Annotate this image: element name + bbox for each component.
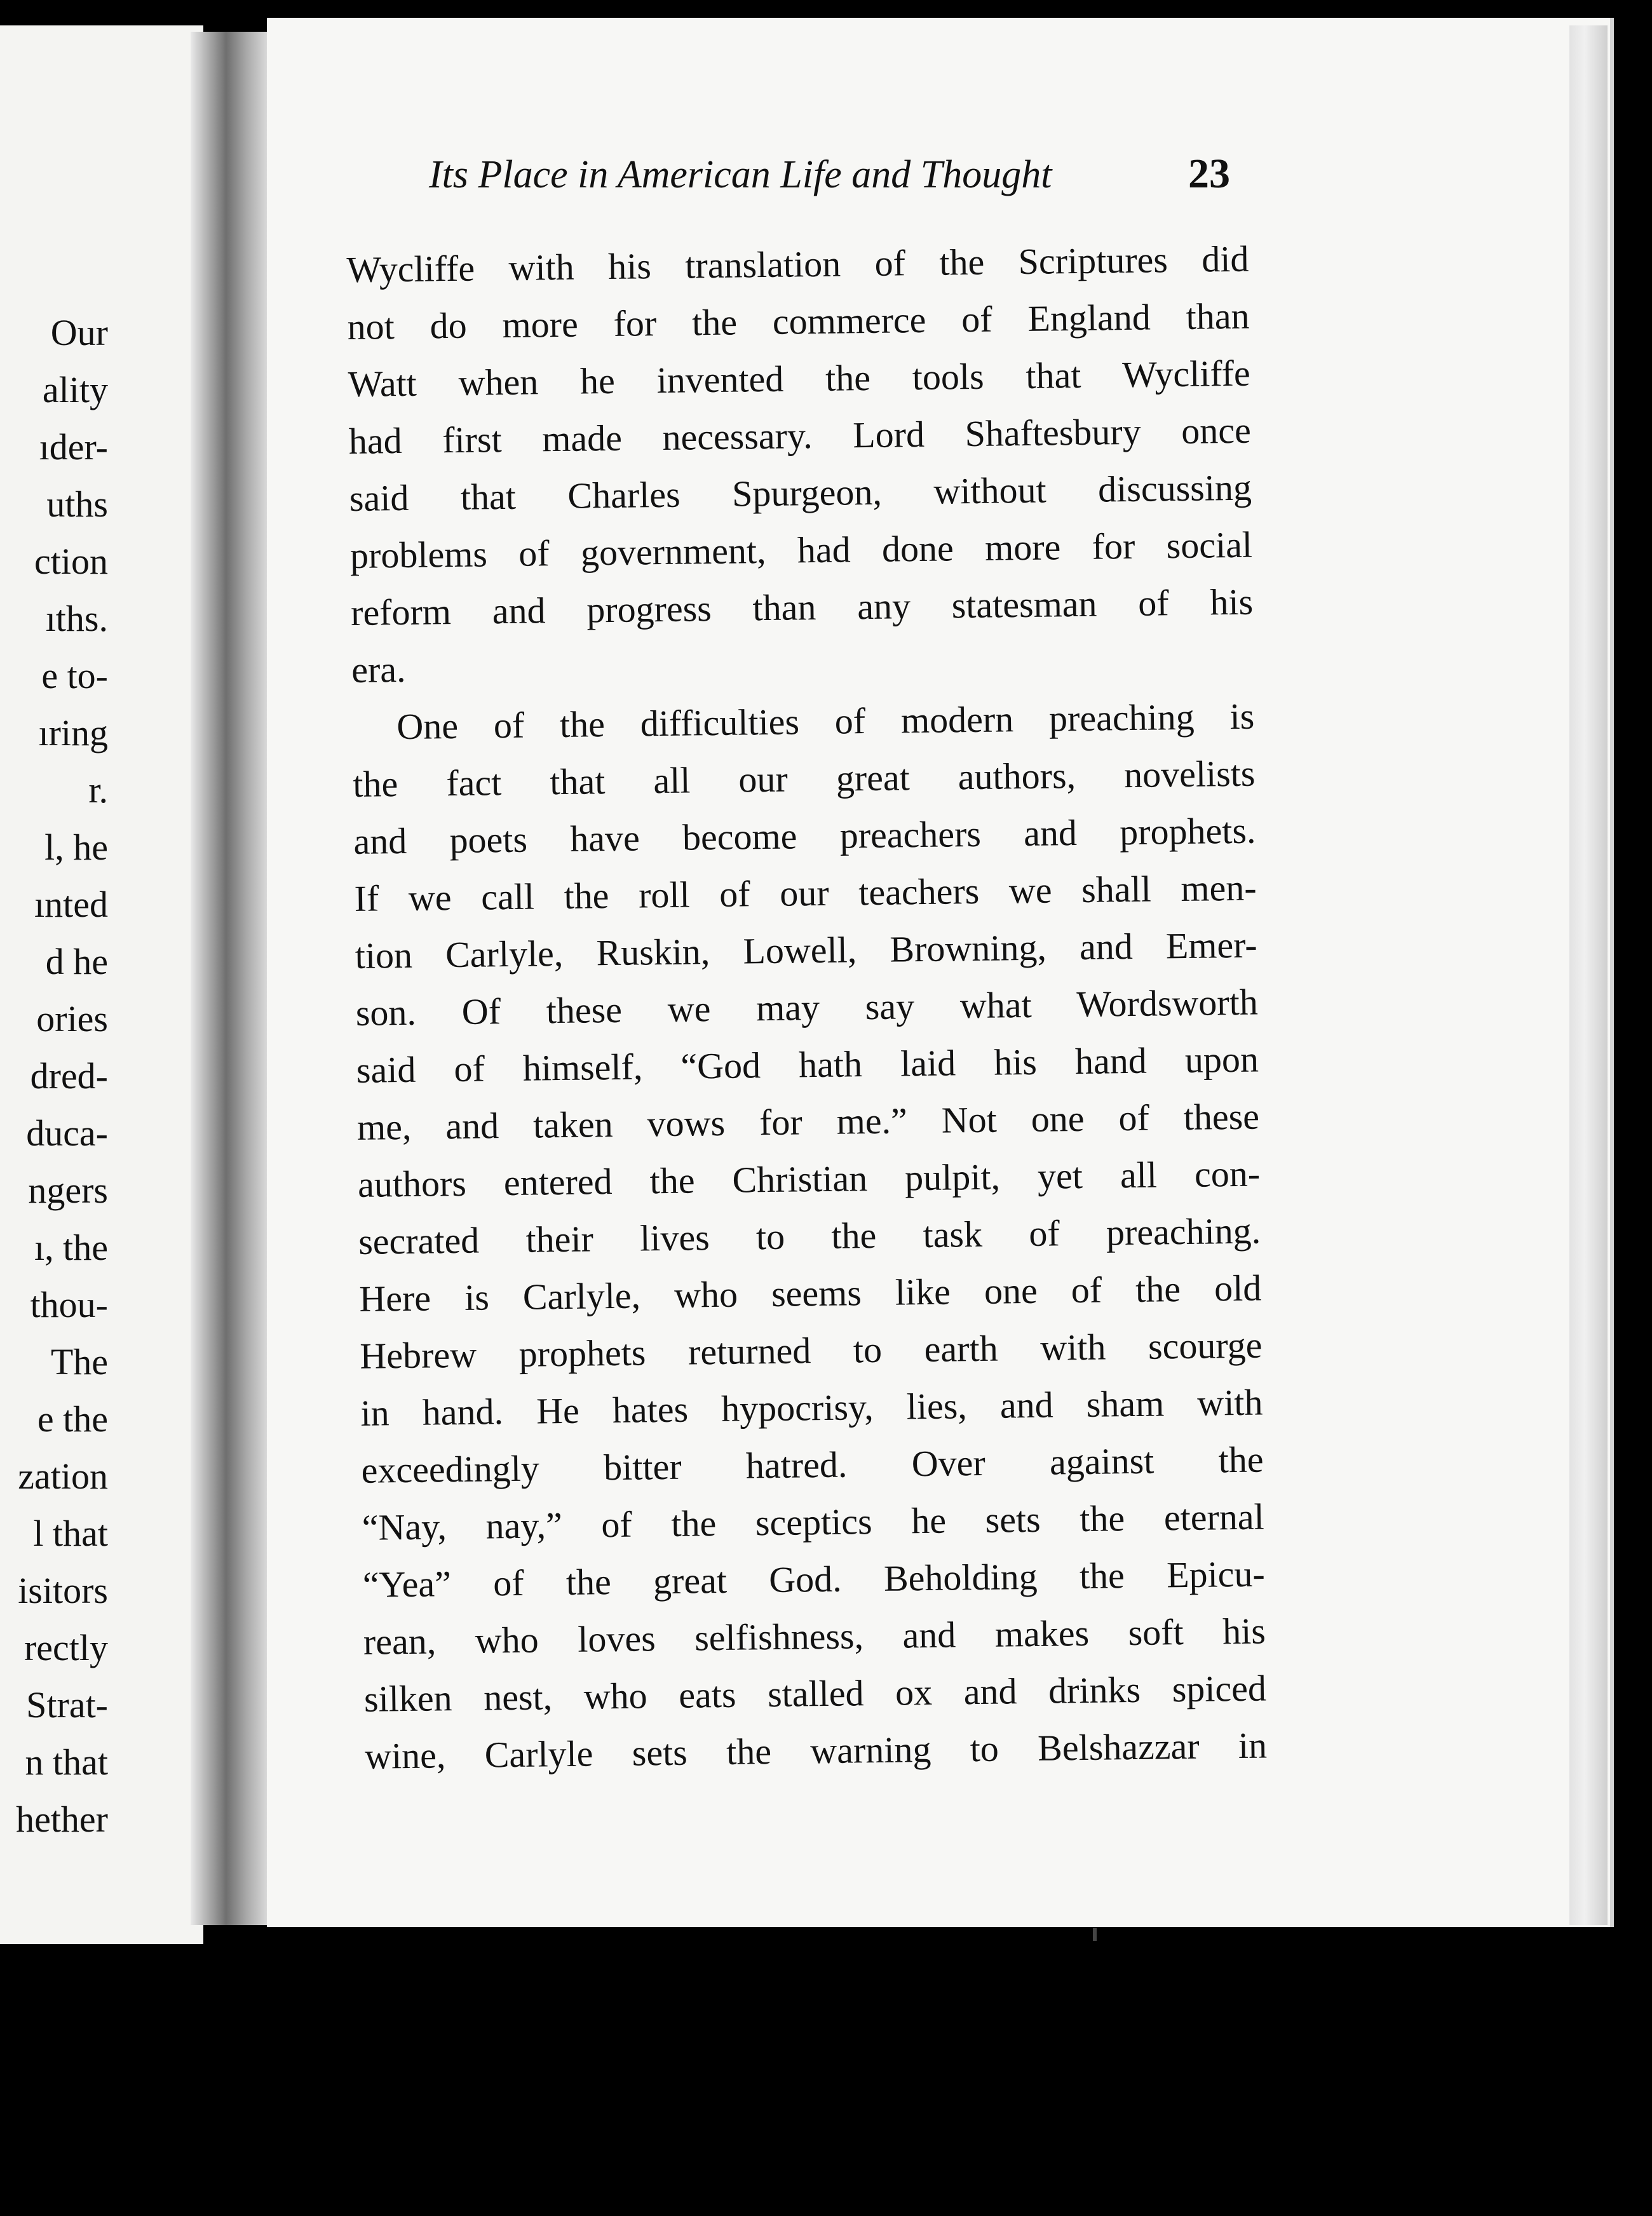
left-page-fragment: ıder- xyxy=(39,426,108,468)
left-page-fragment: hether xyxy=(16,1799,108,1840)
page-number: 23 xyxy=(1188,151,1230,197)
left-page-fragment: d he xyxy=(45,941,108,982)
text-line: era. xyxy=(351,648,406,691)
text-line: secrated their lives to the task of preaching. xyxy=(358,1210,1261,1262)
text-line: wine, Carlyle sets the warning to Belshazzar in xyxy=(364,1724,1268,1777)
text-line: “Yea” of the great God. Beholding the Epicu- xyxy=(362,1553,1266,1605)
page-edge xyxy=(1569,25,1608,1925)
left-page-fragment: l that xyxy=(33,1513,108,1554)
left-page-fragment: e to- xyxy=(41,655,108,696)
text-line: problems of government, had done more for social xyxy=(349,524,1253,576)
text-line: rean, who loves selfishness, and makes soft his xyxy=(363,1610,1266,1663)
left-page-fragment: ınted xyxy=(34,884,108,925)
left-page-fragment: ality xyxy=(42,369,108,410)
text-line: “Nay, nay,” of the sceptics he sets the eternal xyxy=(362,1496,1265,1548)
text-line: the fact that all our great authors, novelists xyxy=(353,752,1256,805)
left-page-fragment: ıring xyxy=(38,712,108,753)
left-page-fragment: Our xyxy=(50,312,108,353)
left-facing-page xyxy=(0,25,203,1944)
text-line: not do more for the commerce of England than xyxy=(347,295,1250,348)
left-page-fragment: zation xyxy=(18,1456,108,1497)
text-line: exceedingly bitter hatred. Over against the xyxy=(361,1438,1264,1491)
left-page-fragment: Strat- xyxy=(26,1684,108,1726)
text-line: said that Charles Spurgeon, without discussing xyxy=(349,466,1252,519)
text-line: son. Of these we may say what Wordsworth xyxy=(355,981,1259,1034)
text-line: Watt when he invented the tools that Wycliffe xyxy=(348,352,1251,405)
left-page-fragment: ories xyxy=(36,998,108,1039)
text-line: Hebrew prophets returned to earth with scourge xyxy=(360,1324,1263,1377)
text-line: Here is Carlyle, who seems like one of the old xyxy=(358,1267,1262,1320)
left-page-fragment: uths xyxy=(46,483,108,525)
text-line: reform and progress than any statesman of his xyxy=(350,581,1254,633)
left-page-fragment: ı, the xyxy=(34,1227,108,1268)
running-head: Its Place in American Life and Thought xyxy=(429,153,1052,196)
body-text xyxy=(346,231,1268,1785)
text-line: One of the difficulties of modern preaching is xyxy=(396,695,1255,748)
text-line: in hand. He hates hypocrisy, lies, and sham with xyxy=(360,1381,1263,1434)
left-page-fragment: thou- xyxy=(30,1284,108,1325)
text-line: and poets have become preachers and prophets. xyxy=(353,809,1256,862)
left-page-fragment: ıths. xyxy=(45,598,108,639)
text-line: silken nest, who eats stalled ox and drinks spiced xyxy=(363,1667,1267,1720)
left-page-fragment: The xyxy=(50,1341,108,1382)
text-line: had first made necessary. Lord Shaftesbury once xyxy=(348,409,1252,462)
text-line: If we call the roll of our teachers we shall men- xyxy=(354,867,1257,919)
left-page-fragment: duca- xyxy=(26,1112,108,1154)
text-line: said of himself, “God hath laid his hand upon xyxy=(356,1038,1259,1091)
scan-speck xyxy=(1093,1928,1097,1941)
left-page-fragment: e the xyxy=(37,1398,108,1440)
left-page-fragment: n that xyxy=(25,1741,108,1783)
text-line: authors entered the Christian pulpit, yet all con- xyxy=(357,1152,1261,1205)
left-page-fragment: ngers xyxy=(28,1170,108,1211)
left-page-fragment: l, he xyxy=(44,827,108,868)
text-line: Wycliffe with his translation of the Scriptures did xyxy=(346,238,1249,290)
left-page-fragment: r. xyxy=(88,769,108,811)
left-page-fragment: rectly xyxy=(24,1627,108,1668)
text-line: tion Carlyle, Ruskin, Lowell, Browning, and Emer- xyxy=(355,924,1258,976)
text-line: me, and taken vows for me.” Not one of these xyxy=(356,1095,1260,1148)
left-page-fragment: dred- xyxy=(30,1055,108,1097)
left-page-fragment: isitors xyxy=(18,1570,108,1611)
left-page-fragment: ction xyxy=(34,541,108,582)
